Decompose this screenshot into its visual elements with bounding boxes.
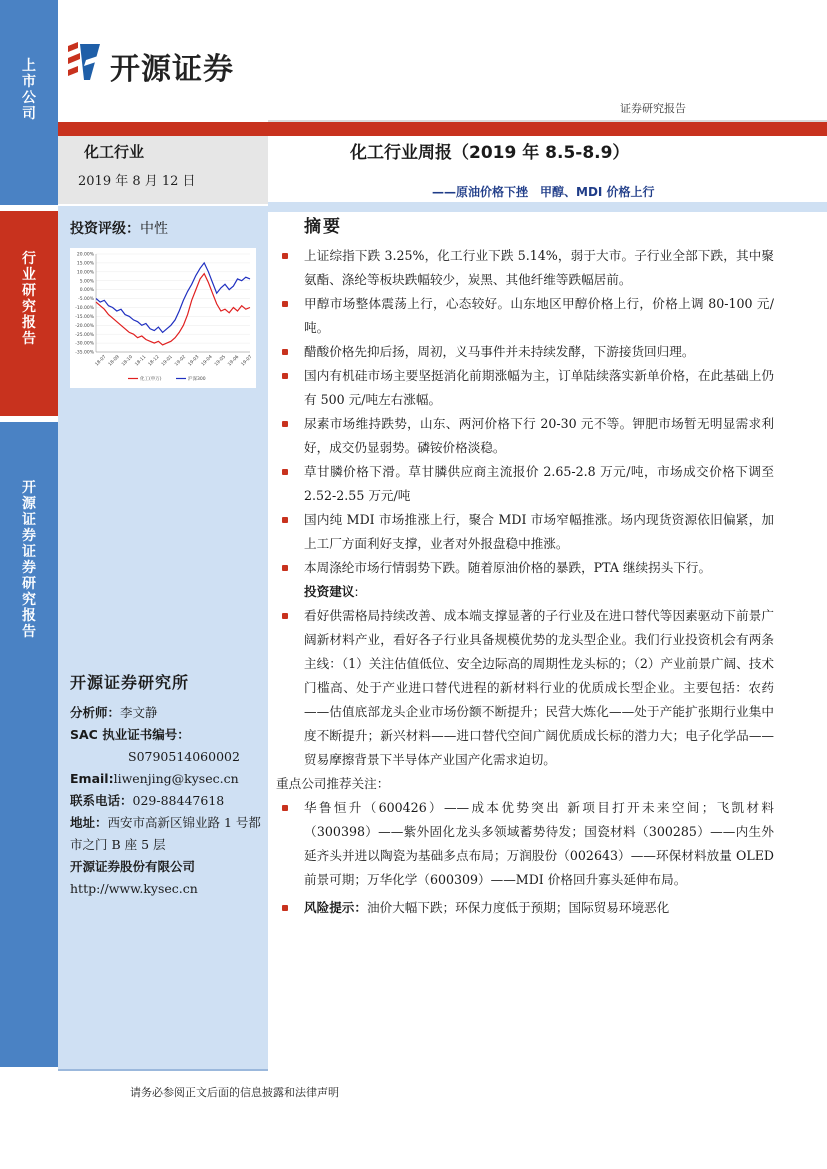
sidebar-middle [0, 211, 58, 416]
bullet-marker [282, 373, 288, 379]
chart-x-tick-label: 19-01 [161, 354, 174, 368]
chart-y-tick-label: 0.00% [79, 288, 94, 294]
website-link[interactable]: http://www.kysec.cn [70, 881, 198, 896]
email-row: Email:liwenjing@kysec.cn [70, 771, 239, 786]
chart-y-tick-label: -10.00% [75, 306, 94, 312]
phone-row: 联系电话：029-88447618 [70, 793, 225, 808]
sidebar-bottom-label: 开源证券 证券研究报告 [22, 480, 36, 640]
summary-bullet: 本周涤纶市场行情弱势下跌。随着原油价格的暴跌，PTA 继续拐头下行。 [276, 556, 774, 580]
chart-x-tick-label: 18-10 [121, 354, 134, 368]
rating-label: 投资评级： [70, 221, 140, 237]
summary-bullet: 国内纯 MDI 市场推涨上行，聚合 MDI 市场窄幅推涨。场内现货资源依旧偏紧，加上工厂方面利好支撑，业者对外报盘稳中推涨。 [276, 508, 774, 556]
summary-heading: 摘要 [304, 217, 342, 237]
summary-bullet: 国内有机硅市场主要坚挺消化前期涨幅为主，订单陆续落实新单价格，在此基础上仍有 500 元/吨左右涨幅。 [276, 364, 774, 412]
performance-chart [70, 248, 256, 388]
chart-y-tick-label: -20.00% [75, 323, 94, 329]
advice-heading: 投资建议: [304, 584, 359, 599]
analyst-info [70, 702, 266, 900]
chart-y-tick-label: 5.00% [79, 279, 94, 285]
chart-y-tick-label: -5.00% [78, 297, 94, 303]
sidebar-top-label: 上市公司 [22, 58, 36, 122]
brand-name: 开源证券 [110, 52, 234, 87]
summary-bullet: 尿素市场维持跌势，山东、两河价格下行 20-30 元不等。钾肥市场暂无明显需求利好，成交仍显弱势。磷铵价格淡稳。 [276, 412, 774, 460]
bullet-marker [282, 905, 288, 911]
advice-bullet: 看好供需格局持续改善、成本端支撑显著的子行业及在进口替代等因素驱动下前景广阔新材料产业，看好各子行业具备规模优势的龙头型企业。我们行业投资机会有两条主线：（1）关注估值低位、安全边际高的周期性龙头标的；（2）产业前景广阔、技术门槛高、处于产业进口替代进程的新材料行业的优质成长型企业。主要包括：农药——估值底部龙头企业市场份额不断提升；民营大炼化——处于产能扩张期行业集中度不断提升；新兴材料——进口替代空间广阔优质成长标的潜力大；电子化学品——贸易摩擦背景下半导体产业国产化需求迫切。 [276, 604, 774, 772]
bullet-marker [282, 301, 288, 307]
bullet-marker [282, 469, 288, 475]
company-name: 开源证券股份有限公司 [70, 859, 196, 874]
brand-logo [64, 40, 104, 84]
email-link[interactable]: liwenjing@kysec.cn [113, 771, 239, 786]
title-underline [268, 202, 827, 212]
chart-x-tick-label: 19-05 [214, 354, 227, 368]
key-companies-heading: 重点公司推荐关注： [276, 776, 390, 791]
bullet-marker [282, 421, 288, 427]
bullet-marker [282, 805, 288, 811]
chart-x-tick-label: 19-04 [200, 354, 214, 368]
report-title: 化工行业周报（2019 年 8.5-8.9） [350, 143, 630, 163]
address-row: 地址：西安市高新区锦业路 1 号都市之门 B 座 5 层 [70, 815, 261, 852]
chart-x-tick-label: 19-07 [240, 354, 254, 368]
rating-value: 中性 [140, 221, 168, 237]
analyst-name-row: 分析师：李文静 [70, 705, 158, 720]
bullet-marker [282, 517, 288, 523]
chart-x-tick-label: 18-07 [94, 354, 108, 368]
header-red-bar [58, 122, 827, 136]
chart-legend-label: 化工(申万) [140, 377, 162, 382]
key-companies-bullet: 华鲁恒升（600426）——成本优势突出 新项目打开未来空间；飞凯材料（300398）——紫外固化龙头多领域蓄势待发；国瓷材料（300285）——内生外延齐头并进以陶瓷为基础多点布局；万润股份（002643）——环保材料放量 OLED 前景可期；万华化学（600309）——MDI 价格回升寡头延伸布局。 [276, 796, 774, 892]
chart-x-tick-label: 19-06 [227, 354, 241, 368]
chart-y-tick-label: -30.00% [75, 341, 94, 347]
footer-disclaimer: 请务必参阅正文后面的信息披露和法律声明 [130, 1086, 339, 1099]
bullet-marker [282, 613, 288, 619]
chart-y-tick-label: 15.00% [76, 261, 94, 267]
sidebar-middle-label: 行业研究报告 [22, 251, 36, 347]
industry-label: 化工行业 [84, 143, 145, 161]
report-date: 2019 年 8 月 12 日 [78, 174, 196, 189]
report-subtitle: ——原油价格下挫 甲醇、MDI 价格上行 [432, 185, 655, 199]
performance-chart-svg [70, 248, 256, 388]
chart-series-line [96, 263, 250, 333]
chart-y-tick-label: -15.00% [75, 314, 94, 320]
chart-y-tick-label: 20.00% [76, 252, 94, 258]
sidebar-bottom [0, 422, 58, 1067]
summary-content [276, 244, 774, 920]
chart-x-tick-label: 19-03 [187, 354, 201, 368]
chart-y-tick-label: -35.00% [75, 350, 94, 356]
chart-y-tick-label: -25.00% [75, 332, 94, 338]
bullet-marker [282, 565, 288, 571]
brand-logo-icon [64, 40, 104, 84]
chart-x-tick-label: 19-02 [174, 354, 188, 368]
footer-divider [58, 1069, 268, 1071]
summary-bullet: 醋酸价格先抑后扬，周初，义马事件并未持续发酵，下游接货回归理。 [276, 340, 774, 364]
chart-legend-label: 沪深300 [188, 377, 206, 382]
institute-name: 开源证券研究所 [70, 673, 190, 692]
chart-y-tick-label: 10.00% [76, 270, 94, 276]
chart-x-tick-label: 18-11 [134, 354, 148, 368]
chart-x-tick-label: 18-12 [147, 354, 161, 368]
bullet-marker [282, 253, 288, 259]
risk-bullet: 风险提示：油价大幅下跌；环保力度低于预期；国际贸易环境恶化 [276, 896, 774, 920]
investment-rating [70, 218, 168, 238]
summary-bullet: 甲醇市场整体震荡上行，心态较好。山东地区甲醇价格上行，价格上调 80-100 元/吨。 [276, 292, 774, 340]
sac-number: S0790514060002 [128, 749, 240, 764]
chart-x-tick-label: 18-09 [107, 354, 121, 368]
summary-bullet: 上证综指下跌 3.25%，化工行业下跌 5.14%，弱于大市。子行业全部下跌，其中聚氨酯、涤纶等板块跌幅较少，炭黑、其他纤维等跌幅居前。 [276, 244, 774, 292]
summary-bullet: 草甘膦价格下滑。草甘膦供应商主流报价 2.65-2.8 万元/吨，市场成交价格下调至 2.52-2.55 万元/吨 [276, 460, 774, 508]
sac-row: SAC 执业证书编号： [70, 727, 190, 742]
bullet-marker [282, 349, 288, 355]
report-type: 证券研究报告 [620, 102, 686, 115]
sidebar-top [0, 0, 58, 205]
